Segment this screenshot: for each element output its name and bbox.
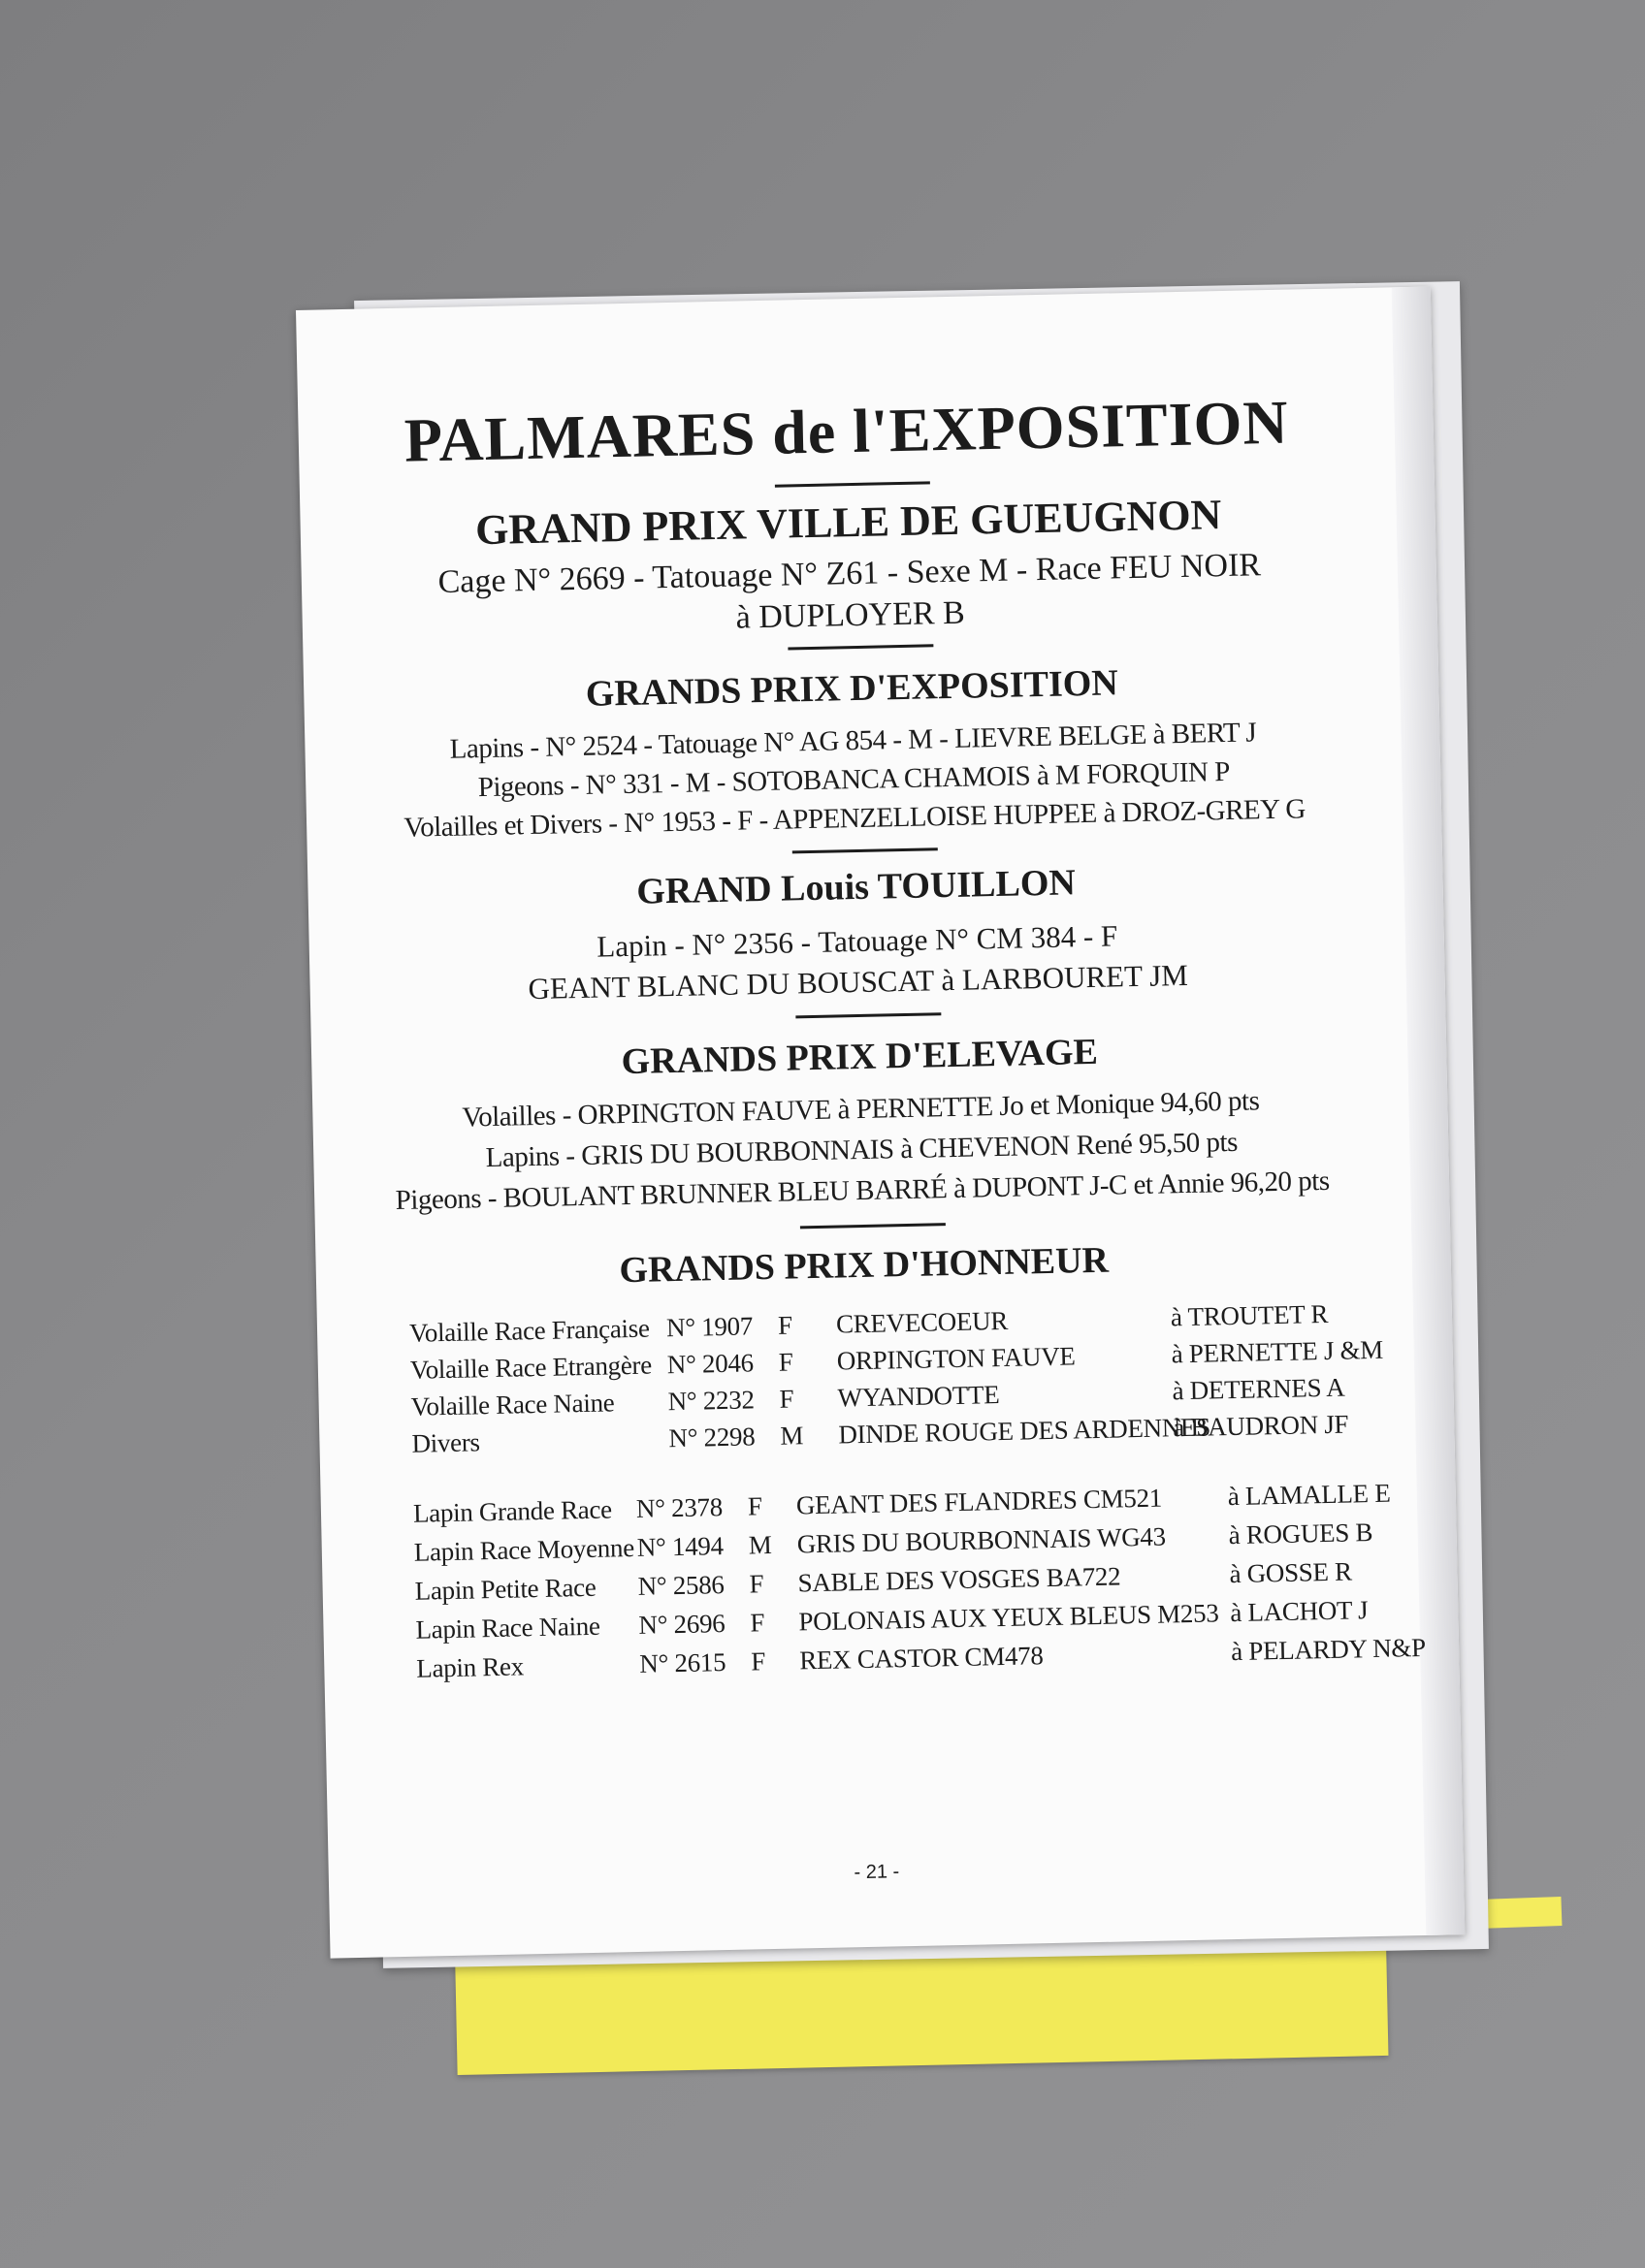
breed: REX CASTOR CM478 — [798, 1641, 1044, 1676]
breed: POLONAIS AUX YEUX BLEUS M253 — [798, 1598, 1219, 1637]
entry-number: N° 2586 — [637, 1570, 725, 1601]
exposition-heading: GRANDS PRIX D'EXPOSITION — [585, 662, 1119, 715]
sex: M — [780, 1421, 804, 1451]
sex: F — [778, 1347, 793, 1377]
category: Lapin Race Moyenne — [413, 1532, 635, 1567]
winner: à PERNETTE J &M — [1171, 1334, 1384, 1369]
touillon-heading: GRAND Louis TOUILLON — [635, 862, 1077, 912]
sex: F — [750, 1608, 765, 1638]
winner: à PELARDY N&P — [1230, 1632, 1427, 1667]
entry-number: N° 2046 — [666, 1348, 755, 1380]
exposition-line-lapins: Lapins - N° 2524 - Tatouage N° AG 854 - M - LIEVRE BELGE à BERT J — [449, 717, 1257, 765]
divider — [792, 847, 938, 853]
breed: SABLE DES VOSGES BA722 — [797, 1561, 1121, 1598]
breed: ORPINGTON FAUVE — [836, 1341, 1076, 1376]
category: Lapin Grande Race — [412, 1494, 613, 1528]
category: Lapin Petite Race — [414, 1572, 597, 1606]
entry-number: N° 2298 — [668, 1421, 756, 1453]
category: Volaille Race Naine — [410, 1388, 615, 1421]
category: Volaille Race Etrangère — [409, 1350, 653, 1385]
gueugnon-heading: GRAND PRIX VILLE DE GUEUGNON — [474, 491, 1222, 555]
elevage-line-lapins: Lapins - GRIS DU BOURBONNAIS à CHEVENON René 95,50 pts — [485, 1126, 1239, 1174]
sex: F — [749, 1569, 764, 1599]
gueugnon-line-1: Cage N° 2669 - Tatouage N° Z61 - Sexe M - Race FEU NOIR — [437, 547, 1262, 600]
entry-number: N° 2615 — [638, 1647, 726, 1678]
breed: DINDE ROUGE DES ARDENNES — [838, 1412, 1211, 1450]
sex: F — [779, 1384, 794, 1414]
exposition-line-volailles: Volailles et Divers - N° 1953 - F - APPENZELLOISE HUPPEE à DROZ-GREY G — [403, 793, 1306, 844]
category: Volaille Race Française — [408, 1313, 650, 1348]
winner: à LACHOT J — [1230, 1595, 1369, 1628]
winner: à TROUTET R — [1170, 1298, 1329, 1332]
breed: GRIS DU BOURBONNAIS WG43 — [796, 1521, 1167, 1559]
elevage-line-pigeons: Pigeons - BOULANT BRUNNER BLEU BARRÉ à DUPONT J-C et Annie 96,20 pts — [395, 1165, 1330, 1217]
sex: F — [777, 1310, 793, 1340]
entry-number: N° 2232 — [667, 1385, 755, 1417]
breed: GEANT DES FLANDRES CM521 — [795, 1483, 1163, 1520]
entry-number: N° 1494 — [636, 1531, 725, 1562]
elevage-heading: GRANDS PRIX D'ELEVAGE — [621, 1031, 1099, 1083]
touillon-line-2: GEANT BLANC DU BOUSCAT à LARBOURET JM — [528, 957, 1189, 1006]
winner: à BAUDRON JF — [1173, 1409, 1349, 1443]
category: Divers — [411, 1427, 480, 1458]
category: Lapin Rex — [416, 1651, 525, 1683]
winner: à GOSSE R — [1229, 1556, 1353, 1589]
breed: CREVECOEUR — [835, 1305, 1009, 1339]
divider — [795, 1012, 941, 1018]
exposition-line-pigeons: Pigeons - N° 331 - M - SOTOBANCA CHAMOIS à M FORQUIN P — [477, 755, 1231, 804]
winner: à LAMALLE E — [1227, 1478, 1391, 1512]
divider — [788, 644, 933, 650]
entry-number: N° 2378 — [635, 1492, 724, 1523]
category: Lapin Race Naine — [415, 1611, 600, 1645]
page-number: - 21 - — [854, 1861, 900, 1884]
elevage-line-volailles: Volailles - ORPINGTON FAUVE à PERNETTE Jo et Monique 94,60 pts — [462, 1085, 1260, 1134]
entry-number: N° 1907 — [665, 1311, 754, 1343]
breed: WYANDOTTE — [837, 1380, 1000, 1413]
divider — [775, 481, 930, 487]
winner: à DETERNES A — [1172, 1372, 1345, 1406]
sex: F — [747, 1491, 762, 1521]
gueugnon-line-2: à DUPLOYER B — [735, 594, 966, 636]
honneur-heading: GRANDS PRIX D'HONNEUR — [619, 1239, 1110, 1292]
page-title: PALMARES de l'EXPOSITION — [403, 387, 1290, 475]
entry-number: N° 2696 — [638, 1609, 726, 1640]
touillon-line-1: Lapin - N° 2356 - Tatouage N° CM 384 - F — [596, 918, 1118, 964]
divider — [800, 1223, 946, 1229]
winner: à ROGUES B — [1228, 1517, 1373, 1550]
sex: M — [748, 1530, 772, 1560]
document-page — [296, 286, 1465, 1958]
sex: F — [750, 1646, 766, 1677]
